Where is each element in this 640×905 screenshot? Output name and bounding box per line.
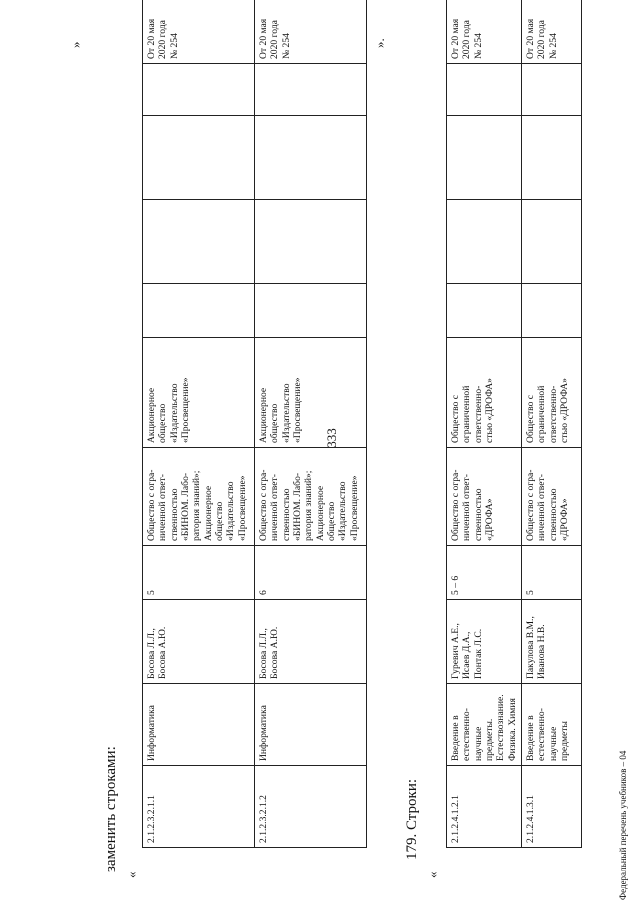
cell-publisher-current: Общество с ограниченной ответственно- стью «ДРОФА» — [447, 338, 522, 448]
table-row — [447, 0, 522, 848]
section1-table — [142, 0, 367, 848]
section1-heading: заменить строками: — [103, 746, 119, 872]
table-row — [143, 0, 255, 848]
cell-code: 2.1.2.3.2.1.2 — [255, 766, 367, 848]
cell-grade: 5 — [521, 546, 581, 600]
section1-open-quote: « — [124, 871, 139, 878]
cell-empty — [143, 284, 255, 338]
cell-publisher-current: Акционерное общество «Издательство «Просвещение» — [143, 338, 255, 448]
cell-publisher: Общество с огра- ниченной ответ- ственностью «ДРОФА» — [447, 448, 522, 546]
cell-empty — [255, 116, 367, 200]
cell-empty — [255, 284, 367, 338]
cell-subject: Введение в естественно- научные предметы. Естествознание. Физика. Химия — [447, 684, 522, 766]
cell-authors: Босова Л.Л., Босова А.Ю. — [255, 600, 367, 684]
cell-order: От 20 мая 2020 года № 254 — [521, 0, 581, 64]
cell-empty — [255, 200, 367, 284]
cell-order: От 20 мая 2020 года № 254 — [447, 0, 522, 64]
cell-publisher: Общество с огра- ниченной ответ- ственностью «ДРОФА» — [521, 448, 581, 546]
top-quote-end: » — [68, 41, 83, 48]
cell-empty — [143, 116, 255, 200]
section1-end-quote: ». — [372, 38, 387, 48]
cell-empty — [521, 284, 581, 338]
cell-subject: Информатика — [143, 684, 255, 766]
cell-authors: Пакулова В.М., Иванова Н.В. — [521, 600, 581, 684]
cell-authors: Гуревич А.Е., Исаев Д.А., Понтак Л.С. — [447, 600, 522, 684]
page-number: 333 — [323, 428, 339, 448]
cell-code: 2.1.2.3.2.1.1 — [143, 766, 255, 848]
cell-empty — [143, 64, 255, 116]
footer-note: Федеральный перечень учебников – 04 — [618, 750, 628, 900]
table-row — [255, 0, 367, 848]
cell-empty — [255, 64, 367, 116]
cell-grade: 5 – 6 — [447, 546, 522, 600]
cell-empty — [447, 200, 522, 284]
cell-empty — [447, 64, 522, 116]
cell-empty — [521, 64, 581, 116]
section2-open-quote: « — [425, 871, 440, 878]
section2-table — [446, 0, 582, 848]
cell-publisher: Общество с огра- ниченной ответ- ственностью «БИНОМ. Лабо- ратория знаний»; Акционерное общество «Издательство «Просвещение» — [255, 448, 367, 546]
table-row — [521, 0, 581, 848]
cell-empty — [521, 116, 581, 200]
cell-empty — [143, 200, 255, 284]
cell-empty — [447, 116, 522, 200]
cell-grade: 5 — [143, 546, 255, 600]
cell-authors: Босова Л.Л., Босова А.Ю. — [143, 600, 255, 684]
cell-order: От 20 мая 2020 года № 254 — [255, 0, 367, 64]
cell-publisher-current: Общество с ограниченной ответственно- стью «ДРОФА» — [521, 338, 581, 448]
cell-order: От 20 мая 2020 года № 254 — [143, 0, 255, 64]
cell-grade: 6 — [255, 546, 367, 600]
cell-subject: Введение в естественно- научные предметы — [521, 684, 581, 766]
cell-code: 2.1.2.4.1.2.1 — [447, 766, 522, 848]
cell-publisher-current: Акционерное общество «Издательство «Просвещение» — [255, 338, 367, 448]
cell-empty — [447, 284, 522, 338]
cell-subject: Информатика — [255, 684, 367, 766]
cell-code: 2.1.2.4.1.3.1 — [521, 766, 581, 848]
section2-heading: 179. Строки: — [404, 778, 420, 860]
cell-empty — [521, 200, 581, 284]
cell-publisher: Общество с огра- ниченной ответ- ственностью «БИНОМ. Лабо- ратория знаний»; Акционерное общество «Издательство «Просвещение» — [143, 448, 255, 546]
